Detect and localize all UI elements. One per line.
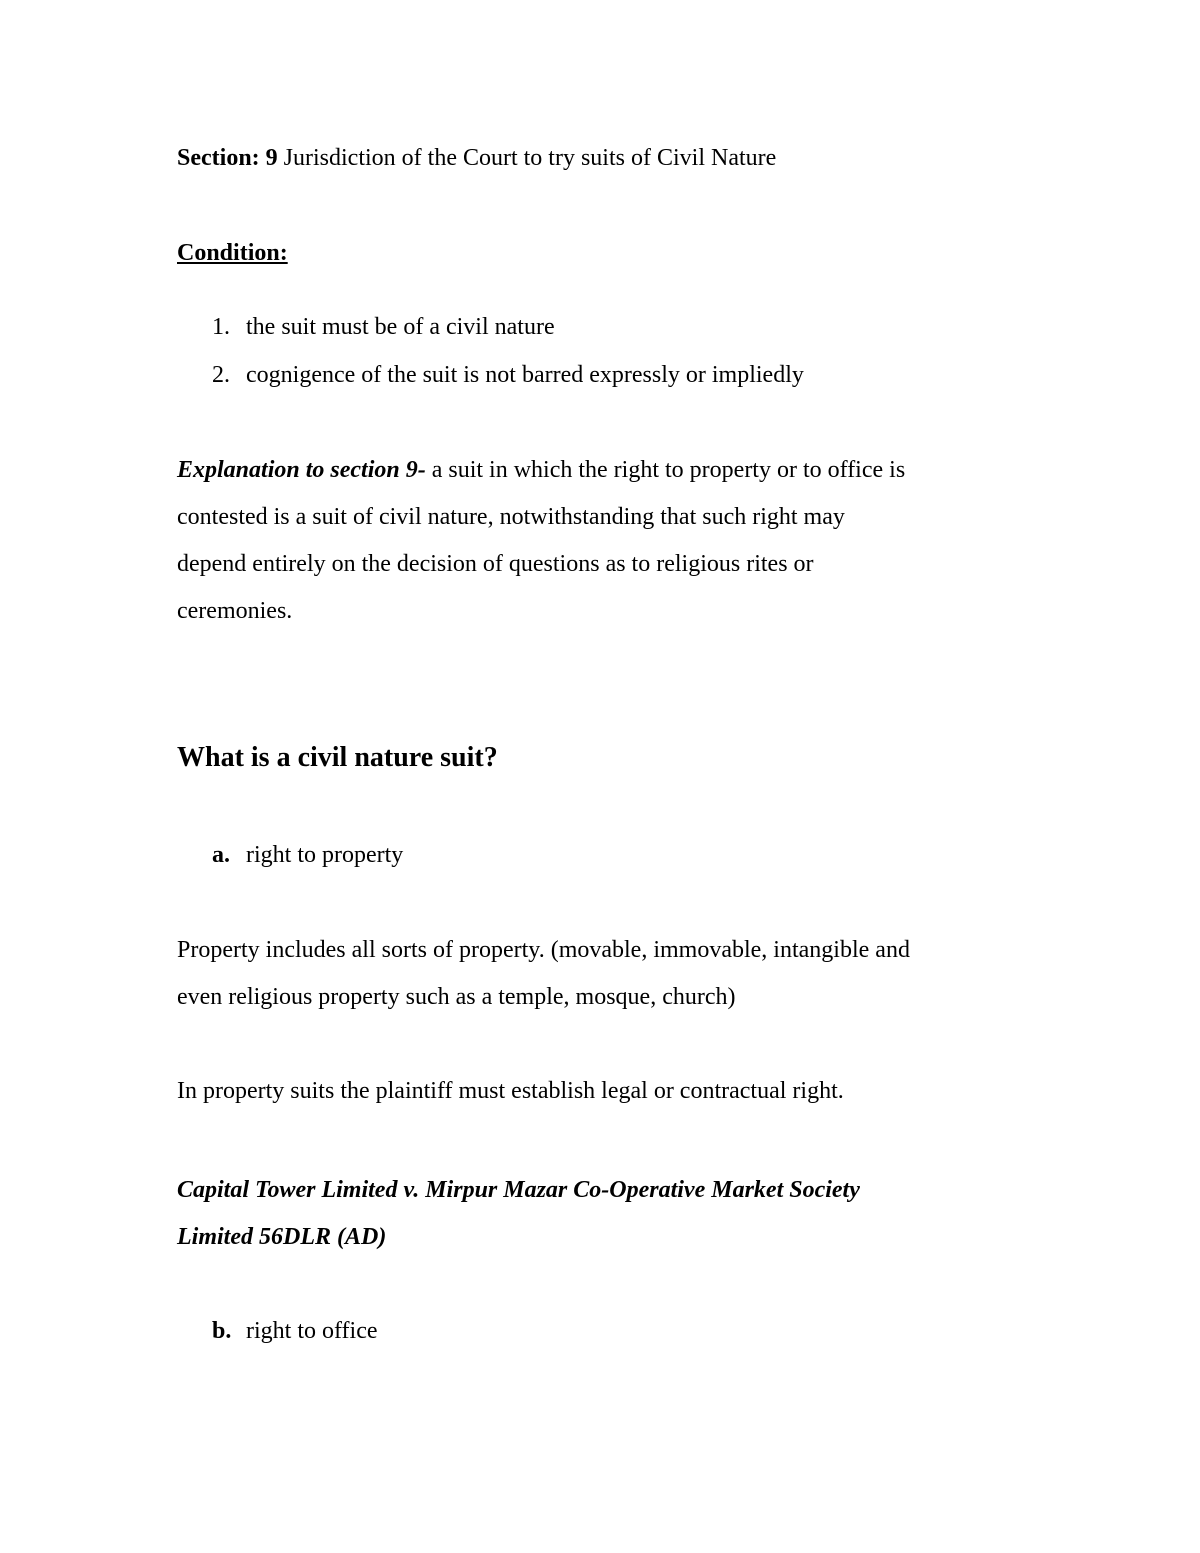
section-label: Section: 9	[177, 145, 278, 171]
case-citation-line-1: Capital Tower Limited v. Mirpur Mazar Co-Operative Market Society	[177, 1177, 860, 1203]
condition-heading: Condition:	[177, 240, 288, 266]
civil-nature-heading: What is a civil nature suit?	[177, 742, 498, 773]
condition-item-number: 2.	[212, 362, 230, 388]
property-line-1: Property includes all sorts of property. (movable, immovable, intangible and	[177, 937, 910, 963]
item-b	[212, 1316, 378, 1346]
explanation-line-4: ceremonies.	[177, 598, 293, 624]
section-title: Jurisdiction of the Court to try suits of Civil Nature	[277, 145, 777, 171]
item-a-text: right to property	[246, 842, 404, 868]
case-citation-line-2: Limited 56DLR (AD)	[177, 1224, 387, 1250]
explanation-text: a suit in which the right to property or to office is	[425, 457, 906, 483]
explanation-label: Explanation to section 9-	[177, 457, 426, 483]
item-a-marker: a.	[212, 842, 230, 868]
explanation-line-1	[177, 455, 905, 485]
plaintiff-note: In property suits the plaintiff must establish legal or contractual right.	[177, 1078, 844, 1104]
item-b-text: right to office	[246, 1318, 378, 1344]
condition-item-text: cognigence of the suit is not barred expressly or impliedly	[246, 362, 804, 388]
condition-item-1	[212, 312, 555, 342]
property-line-2: even religious property such as a temple, mosque, church)	[177, 984, 736, 1010]
condition-item-number: 1.	[212, 314, 230, 340]
explanation-line-3: depend entirely on the decision of questions as to religious rites or	[177, 551, 814, 577]
condition-item-2	[212, 360, 804, 390]
item-a	[212, 840, 403, 870]
section-line	[177, 143, 776, 173]
explanation-line-2: contested is a suit of civil nature, notwithstanding that such right may	[177, 504, 845, 530]
item-b-marker: b.	[212, 1318, 232, 1344]
condition-item-text: the suit must be of a civil nature	[246, 314, 555, 340]
